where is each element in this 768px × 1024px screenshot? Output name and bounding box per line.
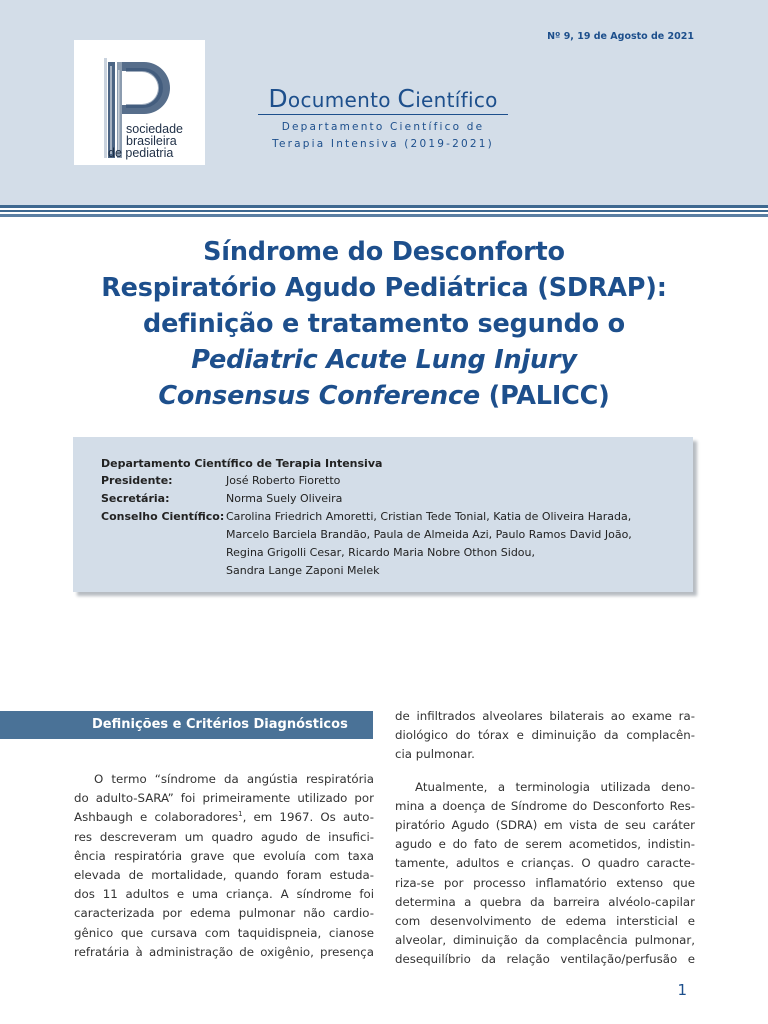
citation-superscript: 1 [238,810,243,819]
body-line: refratária à administração de oxigênio, presença [74,944,374,959]
title-line-5-plain: (PALICC) [479,381,610,411]
title-divider [258,114,508,115]
body-line: alveolar, diminuição da complacência pulmonar, [395,933,695,948]
body-line: mina a doença de Síndrome do Desconforto Res- [395,798,695,813]
title-line-1: Síndrome do Desconforto [203,237,565,267]
svg-text:sociedade: sociedade [126,122,183,136]
body-text: , em 1967. Os auto- [242,810,374,825]
body-line: diológico do tórax e diminuição da complacên- [395,728,695,743]
body-line [74,808,374,827]
section-heading-bar [0,711,373,739]
committee-box [73,437,693,592]
sbp-logo [74,40,205,165]
body-line: agudo e do fato de serem acometidos, indistin- [395,837,695,852]
secretary-label: Secretária: [101,492,170,505]
doc-type-word-2: ientífico [415,88,498,112]
article-title [60,234,708,414]
council-value-cont: Marcelo Barciela Brandão, Paula de Almeida Azi, Paulo Ramos David João, [226,528,632,541]
title-line-5-italic: Consensus Conference [158,381,480,411]
body-line: dos 11 adultos e uma criança. A síndrome foi [74,887,374,902]
body-left-column [74,770,374,962]
body-line: elevada de mortalidade, quando foram estuda- [74,867,374,882]
council-value: Carolina Friedrich Amoretti, Cristian Tede Tonial, Katia de Oliveira Harada, [226,510,632,523]
title-line-2: Respiratório Agudo Pediátrica (SDRAP): [101,273,667,303]
president-value: José Roberto Fioretto [226,474,341,487]
body-line: com desenvolvimento de edema intersticial e [395,913,695,928]
body-line: tamente, adultos e crianças. O quadro caracte- [395,856,695,871]
body-line: de infiltrados alveolares bilaterais ao exame ra- [395,709,695,723]
body-line: Atualmente, a terminologia utilizada deno- [415,779,695,794]
body-text: Ashbaugh e colaboradores [74,810,239,825]
department-line-1: Departamento Científico de [281,121,485,133]
section-heading: Definições e Critérios Diagnósticos [92,717,348,732]
president-label: Presidente: [101,474,173,487]
council-value-cont: Sandra Lange Zaponi Melek [226,564,380,577]
council-value-cont: Regina Grigolli Cesar, Ricardo Maria Nobre Othon Sidou, [226,546,535,559]
svg-text:brasileira: brasileira [126,134,177,148]
title-line-3: definição e tratamento segundo o [143,309,625,339]
body-line: riza-se por processo inflamatório extenso que [395,875,695,890]
doc-type-initial-d: D [268,84,288,113]
issue-date: Nº 9, 19 de Agosto de 2021 [547,31,694,42]
document-header [0,0,768,205]
body-line: ência respiratória grave que evoluía com taxa [74,848,374,863]
body-line: gênico que cursava com taquidispneia, cianose [74,925,374,940]
body-line: cia pulmonar. [395,747,475,762]
header-stripes [0,205,768,219]
body-line: res descreveram um quadro agudo de insufici- [74,829,374,844]
body-line: caracterizada por edema pulmonar não cardio- [74,906,374,921]
department-subtitle [258,119,508,153]
body-line: desequilíbrio da relação ventilação/perfusão e [395,952,695,967]
body-line: piratório Agudo (SDRA) em vista de seu caráter [395,817,695,832]
body-line: determina a quebra da barreira alvéolo-capilar [395,894,695,909]
doc-type-initial-c: C [397,84,416,113]
title-line-5 [60,378,708,414]
body-right-column [395,707,695,969]
title-line-4: Pediatric Acute Lung Injury [191,345,577,375]
council-label: Conselho Científico: [101,510,225,523]
page-number: 1 [677,981,687,999]
committee-heading: Departamento Científico de Terapia Intensiva [101,457,383,470]
sbp-logo-mark [74,40,205,165]
body-line: O termo “síndrome da angústia respiratória [94,772,374,786]
secretary-value: Norma Suely Oliveira [226,492,343,505]
body-line: do adulto-SARA” foi primeiramente utilizado por [74,791,374,806]
document-type-title [258,84,508,113]
department-line-2: Terapia Intensiva (2019-2021) [272,138,494,150]
doc-type-word-1: ocumento [287,88,398,112]
svg-text:de pediatria: de pediatria [108,146,174,160]
